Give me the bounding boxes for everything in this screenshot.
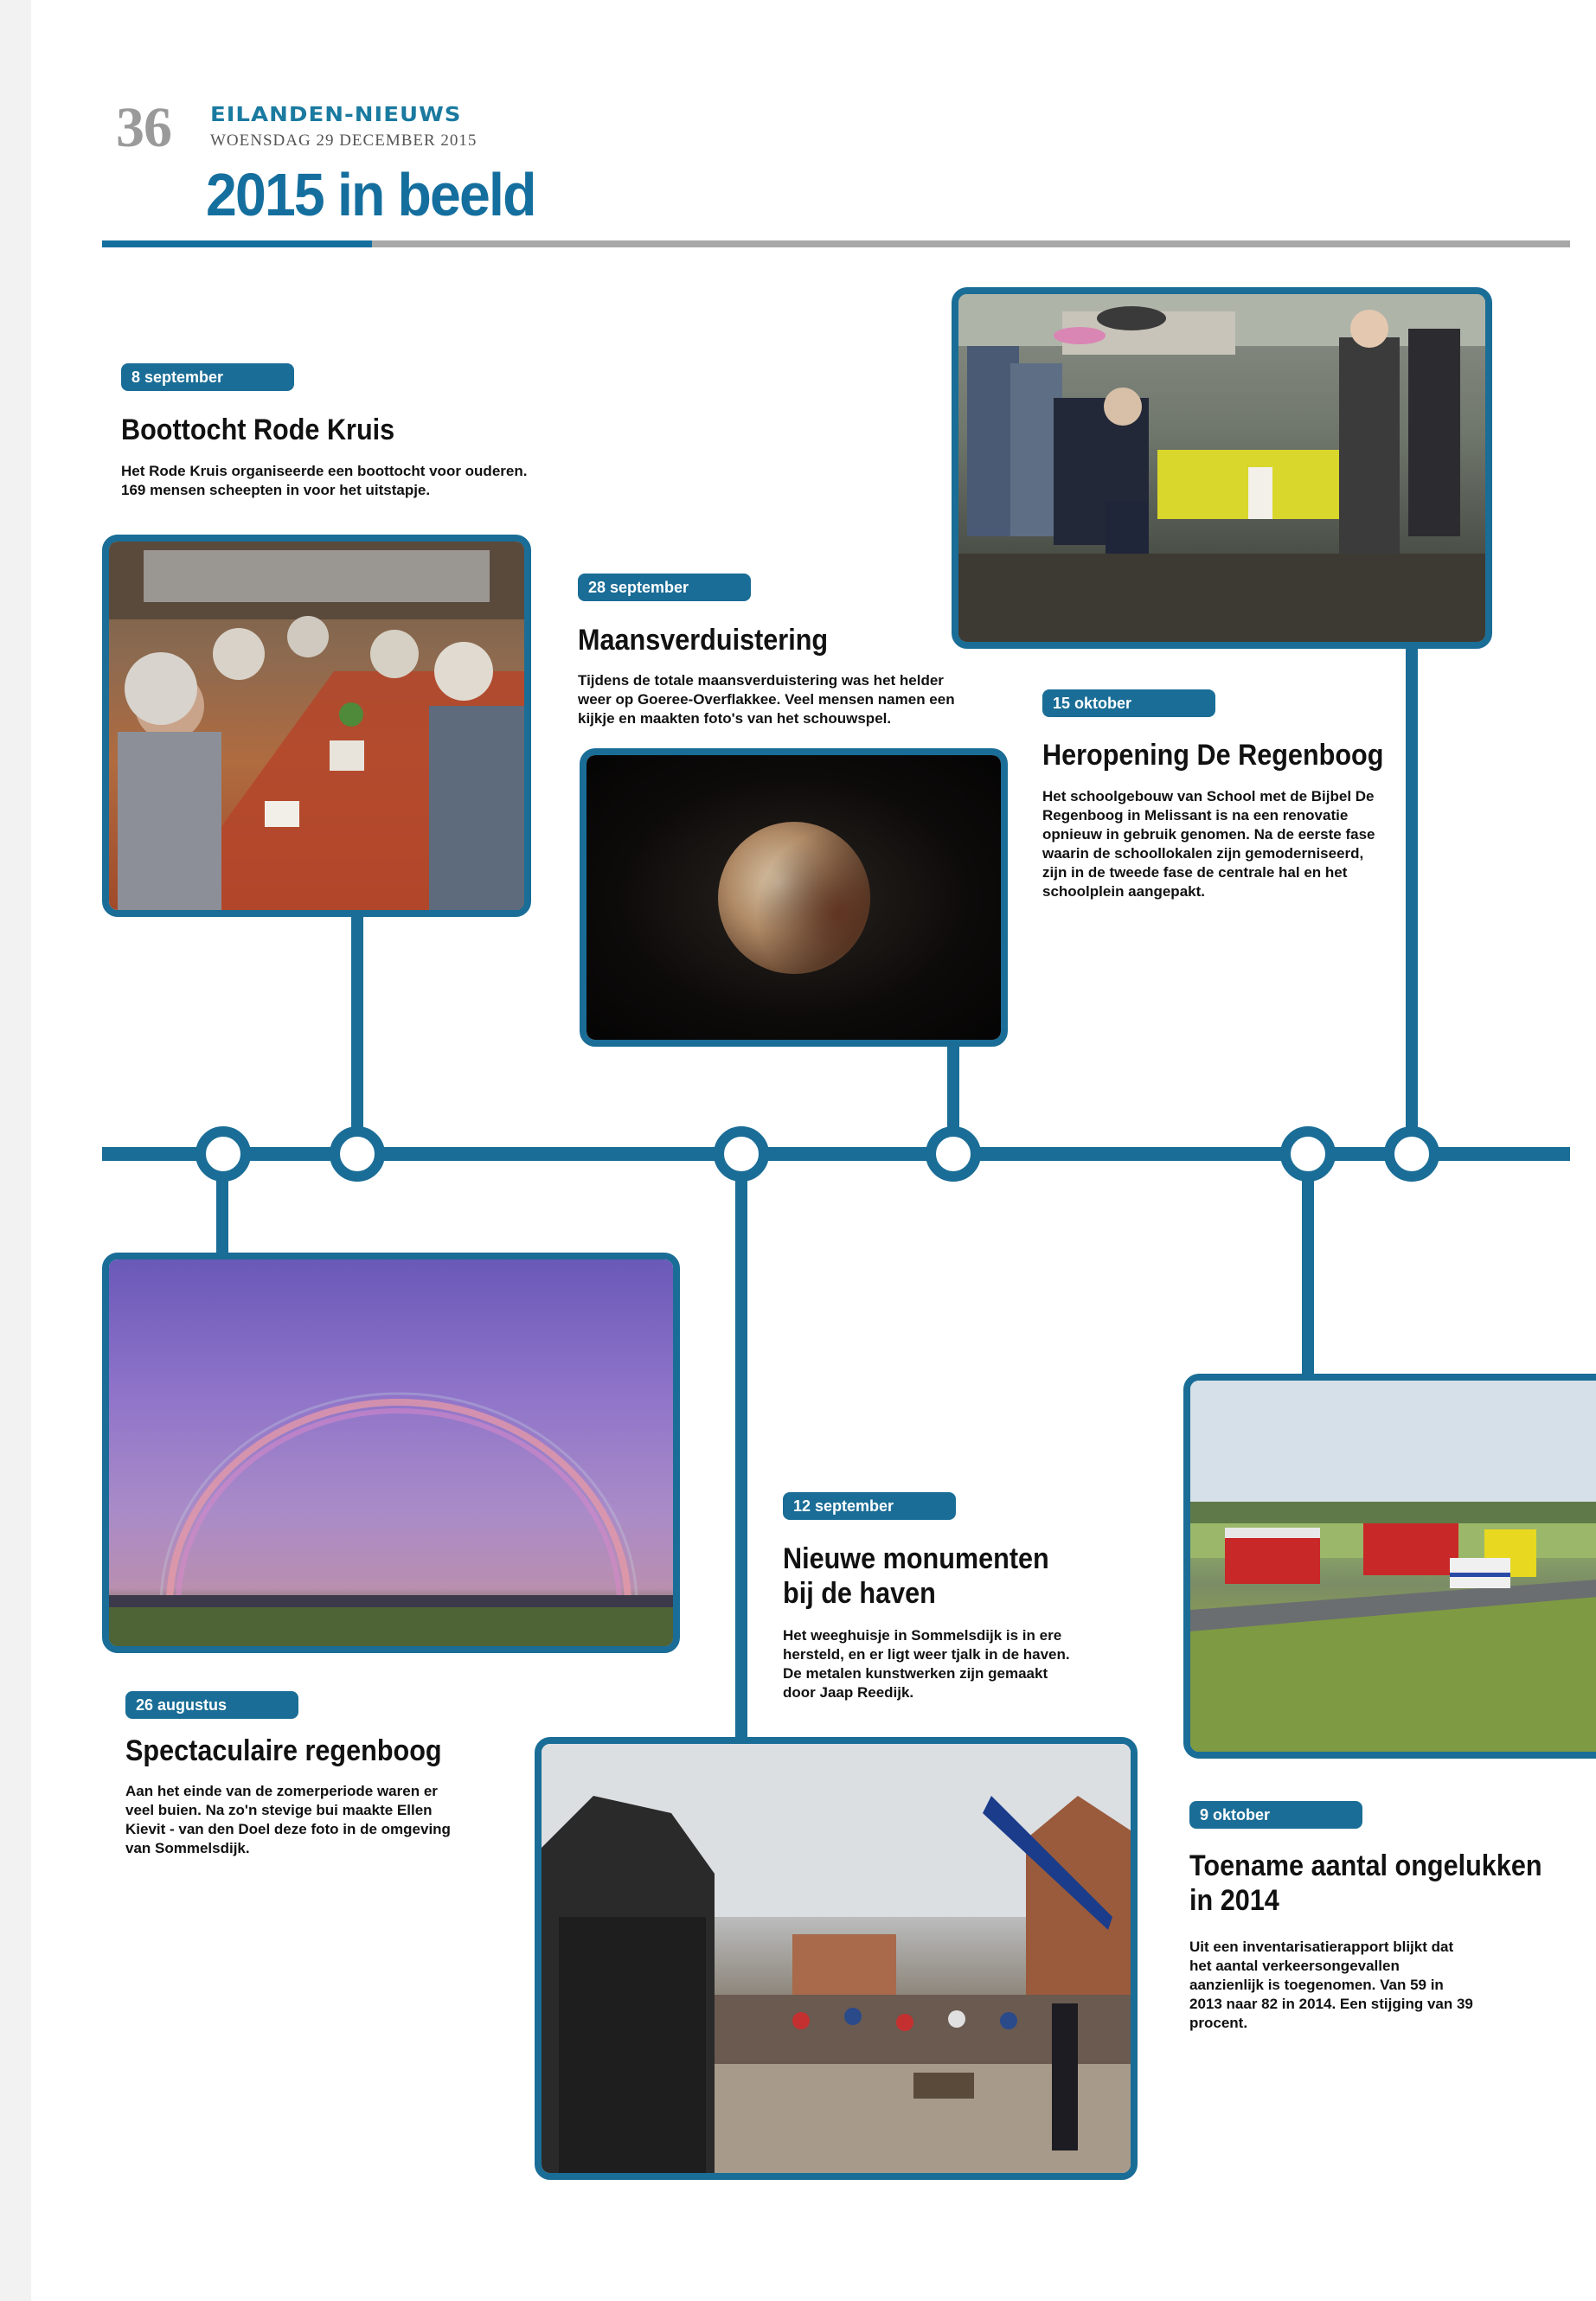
monuments-image [542, 1744, 1131, 2173]
photo-boottocht [102, 535, 531, 917]
title-rule-accent [102, 240, 372, 247]
headline: Boottocht Rode Kruis [121, 413, 395, 446]
date-tag: 15 oktober [1042, 689, 1215, 717]
page-number: 36 [116, 96, 171, 159]
page-title: 2015 in beeld [206, 161, 535, 228]
accident-image [1190, 1381, 1596, 1752]
date-tag: 9 oktober [1189, 1801, 1362, 1829]
headline: Maansverduistering [578, 624, 829, 657]
timeline-node-26-augustus [195, 1126, 251, 1182]
photo-monumenten [535, 1737, 1138, 2180]
date-tag: 8 september [121, 363, 294, 391]
publication-date: WOENSDAG 29 DECEMBER 2015 [210, 131, 478, 150]
page-gutter [0, 0, 31, 2301]
headline: Heropening De Regenboog [1042, 739, 1384, 772]
timeline-node-28-september [926, 1126, 981, 1182]
headline: Nieuwe monumenten bij de haven [783, 1542, 1049, 1611]
photo-maansverduistering [580, 748, 1008, 1047]
connector-regenboog-school [1406, 649, 1418, 1150]
timeline-node-8-september [330, 1126, 385, 1182]
rainbow-image [109, 1259, 673, 1646]
photo-heropening [952, 287, 1492, 649]
timeline-node-9-oktober [1280, 1126, 1336, 1182]
connector-monumenten [735, 1159, 747, 1739]
body-text: Het Rode Kruis organiseerde een boottocht voor ouderen. 169 mensen scheepten in voor het uitstapje. [121, 463, 528, 499]
body-text: Het schoolgebouw van School met de Bijbel De Regenboog in Melissant is na een renovatie opnieuw in gebruik genomen. Na de eerste fase waarin de schoollokalen zijn gemoderniseerd, zijn in de tweede fase de centrale hal en het schoolplein aangepakt. [1042, 788, 1375, 901]
boat-scene-image [109, 542, 524, 910]
timeline-node-15-oktober [1384, 1126, 1439, 1182]
body-text: Uit een inventarisatierapport blijkt dat het aantal verkeersongevallen aanzienlijk is toegenomen. Van 59 in 2013 naar 82 in 2014. Een stijging van 39 procent. [1189, 1939, 1473, 2032]
connector-boottocht [351, 908, 363, 1150]
date-tag: 12 september [783, 1492, 956, 1520]
photo-regenboog [102, 1253, 680, 1653]
timeline-node-12-september [714, 1126, 769, 1182]
title-rule [372, 240, 1570, 247]
photo-ongelukken [1183, 1374, 1596, 1759]
masthead: EILANDEN-NIEUWS [210, 103, 462, 127]
date-tag: 28 september [578, 574, 751, 601]
headline: Spectaculaire regenboog [125, 1734, 442, 1767]
school-opening-image [958, 294, 1485, 642]
connector-ongelukken [1302, 1159, 1314, 1375]
timeline-track [102, 1147, 1570, 1161]
headline: Toename aantal ongelukken in 2014 [1189, 1849, 1542, 1918]
moon-image [586, 755, 1001, 1040]
body-text: Aan het einde van de zomerperiode waren er veel buien. Na zo'n stevige bui maakte Ellen Kievit - van den Doel deze foto in de omgeving van Sommelsdijk. [125, 1783, 451, 1857]
body-text: Het weeghuisje in Sommelsdijk is in ere hersteld, en er ligt weer tjalk in de haven. De metalen kunstwerken zijn gemaakt door Jaap Reedijk. [783, 1627, 1070, 1702]
body-text: Tijdens de totale maansverduistering was het helder weer op Goeree-Overflakkee. Veel mensen namen een kijkje en maakten foto's van het schouwspel. [578, 672, 955, 727]
date-tag: 26 augustus [125, 1691, 298, 1719]
